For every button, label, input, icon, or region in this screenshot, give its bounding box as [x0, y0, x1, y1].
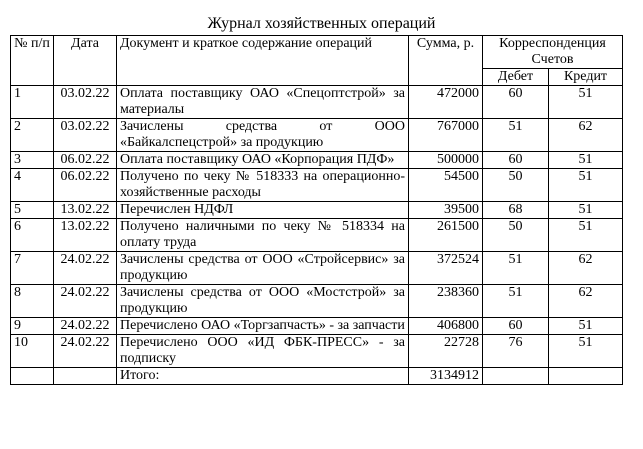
row-credit: 51	[549, 335, 623, 368]
row-debit: 51	[483, 285, 549, 318]
row-document: Перечислено ООО «ИД ФБК-ПРЕСС» - за подписку	[117, 335, 409, 368]
header-document: Документ и краткое содержание операций	[117, 36, 409, 86]
row-credit: 51	[549, 202, 623, 219]
total-empty-debit	[483, 368, 549, 385]
row-date: 03.02.22	[54, 119, 117, 152]
table-row	[11, 285, 623, 318]
row-sum: 472000	[409, 86, 483, 119]
row-number: 7	[11, 252, 54, 285]
row-number: 4	[11, 169, 54, 202]
row-credit: 51	[549, 169, 623, 202]
row-document: Оплата поставщику ОАО «Корпорация ПДФ»	[117, 152, 409, 169]
row-date: 06.02.22	[54, 152, 117, 169]
table-row	[11, 152, 623, 169]
row-sum: 39500	[409, 202, 483, 219]
row-number: 1	[11, 86, 54, 119]
table-row	[11, 318, 623, 335]
row-document: Зачислены средства от ООО «Мостстрой» за продукцию	[117, 285, 409, 318]
header-correspondence: Корреспонденция Счетов	[483, 36, 623, 69]
row-date: 06.02.22	[54, 169, 117, 202]
row-document: Перечислено ОАО «Торгзапчасть» - за запчасти	[117, 318, 409, 335]
total-empty-num	[11, 368, 54, 385]
row-document: Получено наличными по чеку № 518334 на оплату труда	[117, 219, 409, 252]
row-date: 24.02.22	[54, 318, 117, 335]
total-row	[11, 368, 623, 385]
row-sum: 500000	[409, 152, 483, 169]
row-number: 10	[11, 335, 54, 368]
row-credit: 51	[549, 152, 623, 169]
row-document: Зачислены средства от ООО «Стройсервис» за продукцию	[117, 252, 409, 285]
row-debit: 51	[483, 119, 549, 152]
row-date: 13.02.22	[54, 219, 117, 252]
table-row	[11, 335, 623, 368]
row-document: Перечислен НДФЛ	[117, 202, 409, 219]
row-number: 2	[11, 119, 54, 152]
row-date: 24.02.22	[54, 285, 117, 318]
total-empty-date	[54, 368, 117, 385]
total-sum: 3134912	[409, 368, 483, 385]
row-number: 5	[11, 202, 54, 219]
table-row	[11, 86, 623, 119]
row-sum: 372524	[409, 252, 483, 285]
table-row	[11, 169, 623, 202]
row-date: 24.02.22	[54, 335, 117, 368]
journal-title: Журнал хозяйственных операций	[207, 15, 436, 32]
row-credit: 51	[549, 318, 623, 335]
row-sum: 261500	[409, 219, 483, 252]
row-credit: 62	[549, 252, 623, 285]
row-date: 13.02.22	[54, 202, 117, 219]
row-debit: 60	[483, 152, 549, 169]
row-document: Получено по чеку № 518333 на операционно-хозяйственные расходы	[117, 169, 409, 202]
row-debit: 60	[483, 318, 549, 335]
row-document: Оплата поставщику ОАО «Спецоптстрой» за материалы	[117, 86, 409, 119]
operations-journal-table	[10, 35, 623, 385]
row-number: 9	[11, 318, 54, 335]
row-credit: 51	[549, 86, 623, 119]
header-date: Дата	[54, 36, 117, 86]
total-label: Итого:	[117, 368, 409, 385]
row-debit: 60	[483, 86, 549, 119]
row-number: 8	[11, 285, 54, 318]
row-date: 03.02.22	[54, 86, 117, 119]
row-document: Зачислены средства от ООО «Байкалспецстрой» за продукцию	[117, 119, 409, 152]
row-number: 3	[11, 152, 54, 169]
row-debit: 51	[483, 252, 549, 285]
row-sum: 22728	[409, 335, 483, 368]
header-num: № п/п	[11, 36, 54, 86]
header-debit: Дебет	[483, 69, 549, 86]
row-debit: 50	[483, 169, 549, 202]
table-body	[11, 86, 623, 368]
table-row	[11, 252, 623, 285]
header-sum: Сумма, р.	[409, 36, 483, 86]
row-credit: 62	[549, 285, 623, 318]
table-row	[11, 202, 623, 219]
row-sum: 767000	[409, 119, 483, 152]
header-row	[11, 36, 623, 69]
row-credit: 62	[549, 119, 623, 152]
row-sum: 54500	[409, 169, 483, 202]
table-row	[11, 219, 623, 252]
row-debit: 76	[483, 335, 549, 368]
total-empty-credit	[549, 368, 623, 385]
row-sum: 406800	[409, 318, 483, 335]
table-row	[11, 119, 623, 152]
row-debit: 68	[483, 202, 549, 219]
row-debit: 50	[483, 219, 549, 252]
row-sum: 238360	[409, 285, 483, 318]
header-credit: Кредит	[549, 69, 623, 86]
row-credit: 51	[549, 219, 623, 252]
row-date: 24.02.22	[54, 252, 117, 285]
row-number: 6	[11, 219, 54, 252]
